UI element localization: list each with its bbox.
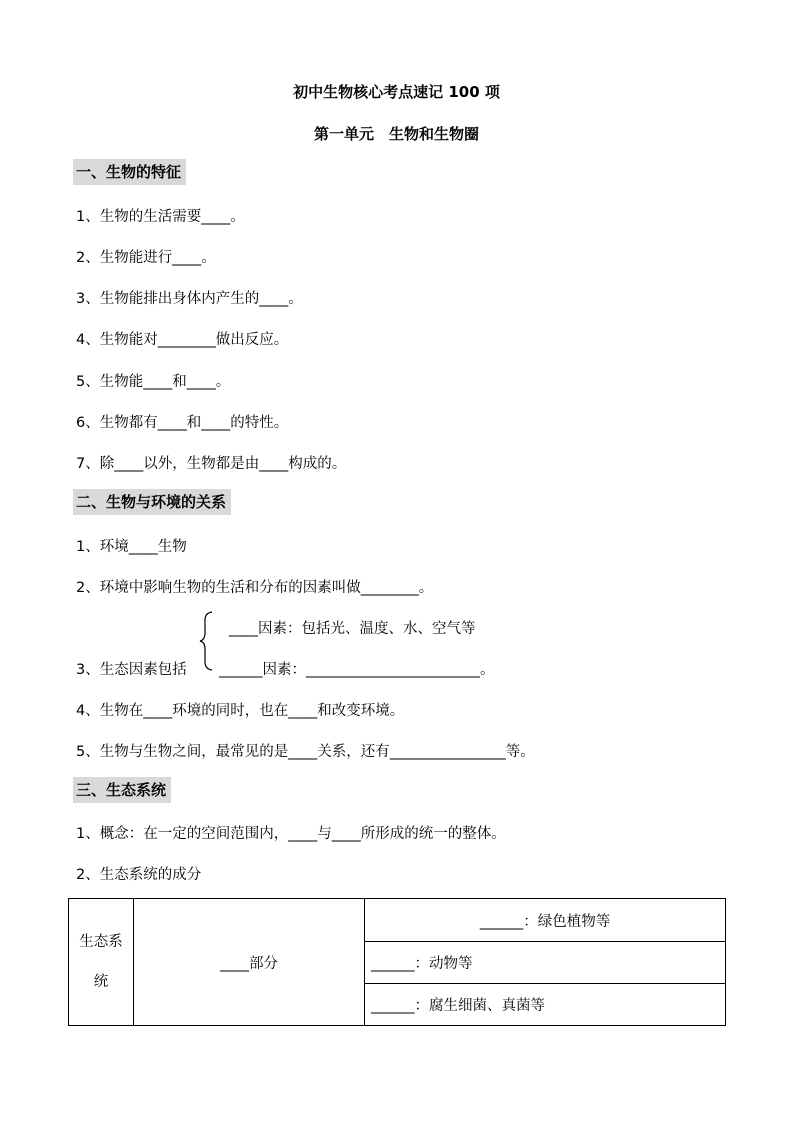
unit-title: 第一单元 生物和生物圈 (313, 125, 479, 143)
section-heading-characteristics: 一、生物的特征 (73, 159, 186, 185)
factor-line-biotic: ______因素：________________________。 (219, 662, 495, 678)
list-item: 2、环境中影响生物的生活和分布的因素叫做________。 (76, 580, 434, 596)
list-item: 1、环境____生物 (76, 539, 187, 555)
ecosystem-table (68, 898, 726, 1026)
section-heading-ecosystem: 三、生态系统 (73, 777, 171, 803)
list-item: 4、生物在____环境的同时，也在____和改变环境。 (76, 703, 405, 719)
list-item: 3、生物能排出身体内产生的____。 (76, 291, 303, 307)
table-cell-decomposer: ______：腐生细菌、真菌等 (365, 984, 726, 1026)
table-cell-producer: ______：绿色植物等 (365, 899, 726, 942)
list-item: 7、除____以外，生物都是由____构成的。 (76, 456, 347, 472)
list-item: 2、生物能进行____。 (76, 250, 216, 266)
list-item: 5、生物与生物之间，最常见的是____关系，还有________________等。 (76, 744, 535, 760)
document-title: 初中生物核心考点速记 100 项 (293, 83, 500, 101)
factor-line-abiotic: ____因素：包括光、温度、水、空气等 (229, 621, 476, 637)
table-cell-ecosystem: 生态系统 (69, 899, 134, 1026)
list-item: 2、生态系统的成分 (76, 867, 202, 883)
table-cell-consumer: ______：动物等 (365, 942, 726, 984)
table-cell-component: ____部分 (134, 899, 365, 1026)
list-item: 5、生物能____和____。 (76, 374, 231, 390)
list-item: 6、生物都有____和____的特性。 (76, 415, 289, 431)
list-item: 4、生物能对________做出反应。 (76, 332, 289, 348)
section-heading-environment: 二、生物与环境的关系 (73, 489, 231, 515)
factor-label: 3、生态因素包括 (76, 662, 187, 678)
list-item: 1、概念：在一定的空间范围内，____与____所形成的统一的整体。 (76, 826, 506, 842)
list-item: 1、生物的生活需要____。 (76, 209, 245, 225)
curly-brace-icon (199, 611, 215, 671)
